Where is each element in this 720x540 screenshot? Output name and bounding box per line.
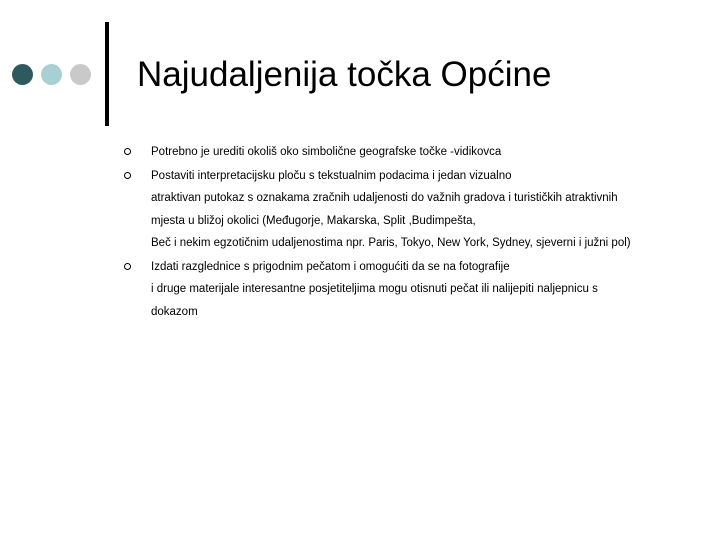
- bullet-text-line: mjesta u bližoj okolici (Međugorje, Makarska, Split ,Budimpešta,: [151, 214, 476, 227]
- bullet-text-line: Beč i nekim egzotičnim udaljenostima npr. Paris, Tokyo, New York, Sydney, sjeverni i južni pol): [151, 237, 631, 249]
- bullet-icon: [124, 172, 131, 179]
- bullet-text-line: atraktivan putokaz s oznakama zračnih udaljenosti do važnih gradova i turističkih atraktivnih: [151, 192, 618, 204]
- bullet-text-line: Izdati razglednice s prigodnim pečatom i omogućiti da se na fotografije: [151, 260, 510, 273]
- decorative-dots: [12, 64, 96, 86]
- title-divider-bar: [105, 22, 109, 126]
- bullet-text-line: dokazom: [151, 305, 198, 318]
- bullet-item: [121, 141, 701, 164]
- bullet-item: [121, 256, 701, 324]
- slide-title: Najudaljenija točka Općine: [137, 55, 552, 94]
- gray-dot: [70, 64, 91, 85]
- dark-teal-dot: [12, 64, 33, 85]
- bullet-list: [121, 141, 701, 323]
- light-teal-dot: [41, 64, 62, 85]
- bullet-item: [121, 165, 701, 255]
- bullet-text-line: Potrebno je urediti okoliš oko simbolične geografske točke -vidikovca: [151, 146, 502, 158]
- bullet-icon: [124, 148, 131, 155]
- bullet-text-line: i druge materijale interesantne posjetiteljima mogu otisnuti pečat ili nalijepiti naljepnicu s: [151, 283, 598, 295]
- bullet-text-line: Postaviti interpretacijsku ploču s tekstualnim podacima i jedan vizualno: [151, 169, 512, 182]
- bullet-icon: [124, 263, 131, 270]
